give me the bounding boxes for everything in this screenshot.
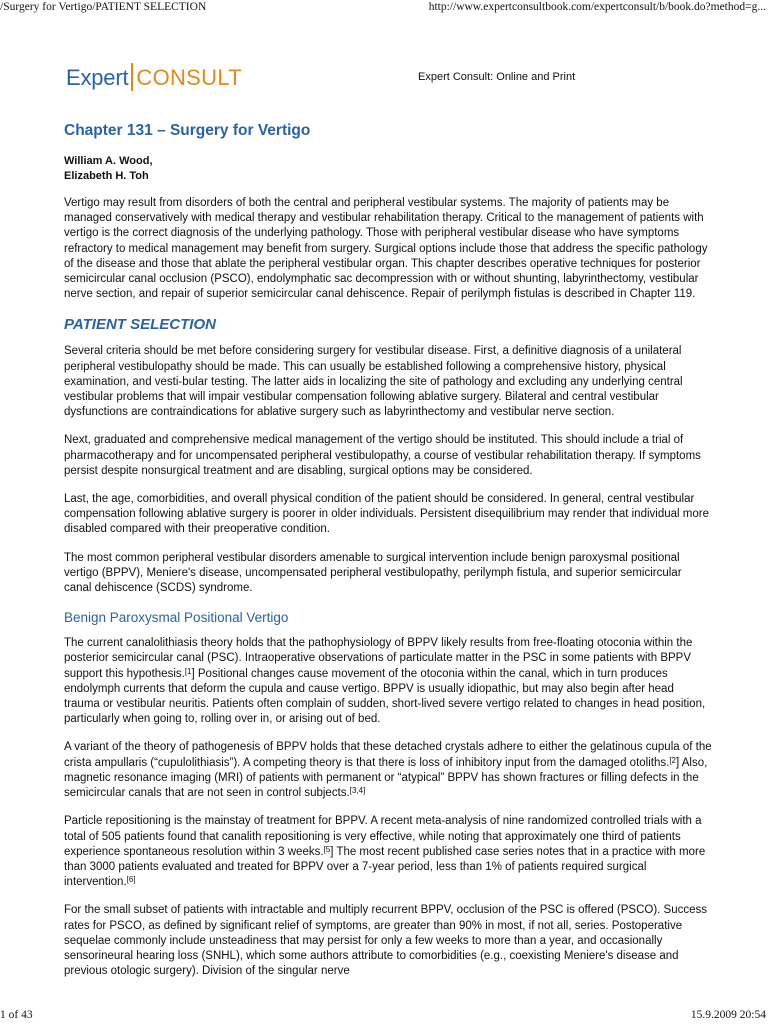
reference-link-3-4[interactable]: [3,4] [349, 786, 366, 796]
print-header [0, 0, 768, 16]
page-count: 1 of 43 [0, 1009, 33, 1021]
subsection-title-bppv: Benign Paroxysmal Positional Vertigo [64, 610, 289, 626]
text: The current canalolithiasis theory holds that the pathophysiology of BPPV likely results from free-floating otoconia within the posterior semicircular canal (PSC). Intraoperative observations of particulate matter in the PSC in some patients with BPPV support this hypothesis. [64, 637, 693, 680]
author-2: Elizabeth H. Toh [64, 170, 149, 182]
paragraph [64, 740, 712, 801]
text: ] The most recent published case series notes that in a practice with more than 3000 patients evaluated and treated for BPPV over a 7-year period, less than 1% of patients required surgical intervention. [64, 845, 706, 889]
text: A variant of the theory of pathogenesis of BPPV holds that these detached crystals adhere to either the gelatinous cupula of the crista ampullaris (“cupulolithiasis”). A competing theory is that there is loss of inhibitory input from the damaged otoliths. [64, 741, 712, 769]
paragraph: The most common peripheral vestibular disorders amenable to surgical intervention include benign paroxysmal positional vertigo (BPPV), Meniere's disease, uncompensated peripheral vestibulopathy, perilymph fistula, and superior semicircular canal dehiscence (SCDS) syndrome. [64, 551, 682, 595]
paragraph [64, 636, 712, 727]
print-header-title: /Surgery for Vertigo/PATIENT SELECTION [0, 1, 207, 13]
print-footer [0, 1008, 768, 1024]
print-header-url: http://www.expertconsultbook.com/expertconsult/b/book.do?method=g... [428, 1, 766, 13]
paragraph: Next, graduated and comprehensive medical management of the vertigo should be instituted. This should include a trial of pharmacotherapy and for uncompensated peripheral vestibulopathy, a course of vestibular rehabilitation therapy. If symptoms persist despite nonsurgical treatment and are disabling, surgical options may be considered. [64, 434, 701, 477]
paragraph: Last, the age, comorbidities, and overall physical condition of the patient should be considered. In general, central vestibular compensation following ablative surgery is poorer in older individuals. Persistent disequilibrium may render that individual more disabled compared with their preoperative condition. [64, 493, 709, 536]
text: ] Also, magnetic resonance imaging (MRI) of patients with permanent or “atypical” BPPV has shown fractures or filling defects in the semicircular canals that are not seen in control subjects. [64, 756, 708, 800]
reference-link-1[interactable]: [1 [184, 666, 192, 676]
text: ] Positional changes cause movement of the otoconia within the canal, which in turn produces endolymph currents that deform the cupula and cause vertigo. BPPV is usually idiopathic, but may also begin after head trauma or vestibular neuritis. Patients often complain of sudden, short-lived severe vertigo related to changes in head position, particularly when going to, rolling over in, or arising out of bed. [64, 667, 706, 726]
expert-consult-logo [66, 62, 242, 94]
paragraph: Several criteria should be met before considering surgery for vestibular disease. First, a definitive diagnosis of a unilateral peripheral vestibulopathy should be made. This can usually be established following a comprehensive history, physical examination, and vesti-bular testing. The latter aids in localizing the site of pathology and excluding any underlying central vestibular problems that will impair vestibular compensation following ablative surgery. Bilateral and central vestibular dysfunctions are contraindications for ablative surgery such as labyrinthectomy and vestibular nerve section. [64, 345, 683, 419]
intro-paragraph: Vertigo may result from disorders of both the central and peripheral vestibular systems. The majority of patients may be managed conservatively with medical therapy and vestibular rehabilitation therapy. Critical to the management of patients with vertigo is the correct diagnosis of the underlying pathology. Those with peripheral vestibular disease who have symptoms refractory to medical management may benefit from surgery. Surgical options include those that address the specific pathology of the disease and those that ablate the peripheral vestibular organ. This chapter describes operative techniques for posterior semicircular canal occlusion (PSCO), endolymphatic sac decompression with or without shunting, labyrinthectomy, vestibular nerve section, and repair of superior semicircular canal dehiscence. Repair of perilymph fistulas is described in Chapter 119. [64, 197, 708, 301]
reference-link-2[interactable]: [2 [669, 755, 676, 765]
tagline: Expert Consult: Online and Print [418, 71, 576, 83]
paragraph [64, 814, 712, 890]
logo-word-consult: CONSULT [136, 65, 242, 90]
chapter-title: Chapter 131 – Surgery for Vertigo [64, 122, 311, 139]
text: Particle repositioning is the mainstay of treatment for BPPV. A recent meta-analysis of nine randomized controlled trials with a total of 505 patients found that canalith repositioning is very effective, while noting that approximately one third of patients experience spontaneous resolution within 3 weeks. [64, 815, 702, 858]
reference-link-6[interactable]: [6] [126, 875, 136, 885]
authors [64, 154, 712, 184]
article-content [64, 120, 712, 992]
reference-link-5[interactable]: [5 [323, 844, 331, 854]
author-1: William A. Wood, [64, 155, 153, 167]
logo-word-expert: Expert [66, 65, 129, 90]
logo-divider [131, 63, 133, 91]
paragraph: For the small subset of patients with intractable and multiply recurrent BPPV, occlusion of the PSC is offered (PSCO). Success rates for PSCO, as defined by significant relief of symptoms, are greater than 90% in most, if not all, series. Postoperative sequelae commonly include unsteadiness that may persist for only a few weeks to more than a year, and occasionally sensorineural hearing loss (SNHL), which some authors attribute to comorbidities (e.g., coexisting Meniere's disease and previous otologic surgery). Division of the singular nerve [64, 904, 708, 978]
print-timestamp: 15.9.2009 20:54 [690, 1009, 766, 1021]
section-title-patient-selection: PATIENT SELECTION [64, 316, 216, 334]
